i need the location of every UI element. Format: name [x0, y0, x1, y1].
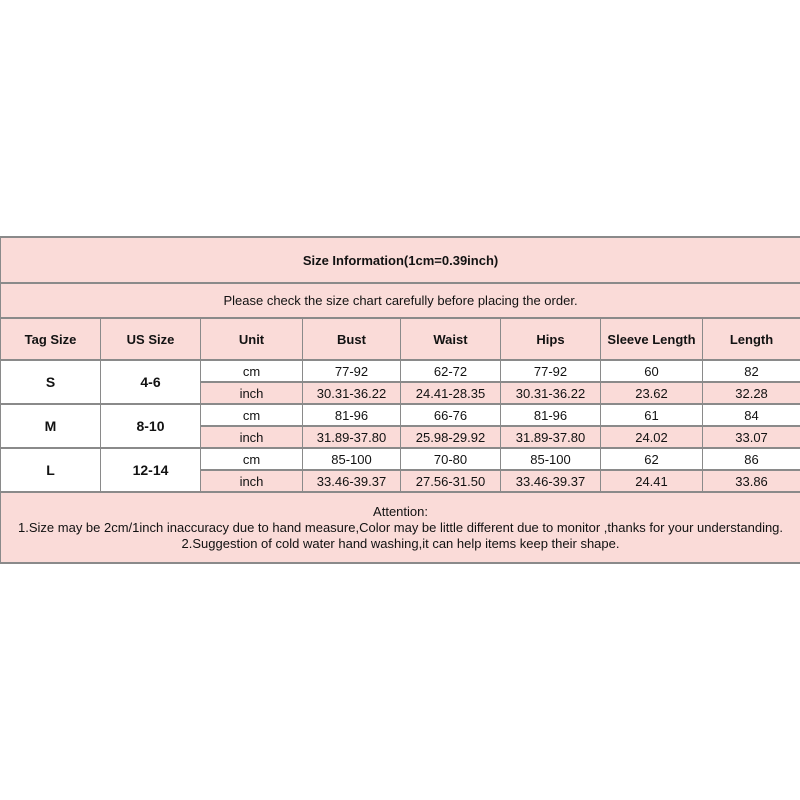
- attention-note-2: 2.Suggestion of cold water hand washing,it can help items keep their shape.: [181, 535, 620, 551]
- measurement-cell: 33.46-39.37: [303, 470, 401, 492]
- measurement-cell: 77-92: [303, 360, 401, 382]
- measurement-cell: 66-76: [401, 404, 501, 426]
- measurement-cell: 62-72: [401, 360, 501, 382]
- column-header-tag-size: Tag Size: [1, 318, 101, 360]
- unit-cell: inch: [201, 470, 303, 492]
- measurement-cell: 85-100: [303, 448, 401, 470]
- column-header-unit: Unit: [201, 318, 303, 360]
- measurement-cell: 33.07: [703, 426, 800, 448]
- measurement-cell: 62: [601, 448, 703, 470]
- column-header-waist: Waist: [401, 318, 501, 360]
- column-header-sleeve-length: Sleeve Length: [601, 318, 703, 360]
- column-header-us-size: US Size: [101, 318, 201, 360]
- column-header-bust: Bust: [303, 318, 401, 360]
- measurement-cell: 24.41: [601, 470, 703, 492]
- measurement-cell: 33.86: [703, 470, 800, 492]
- measurement-cell: 33.46-39.37: [501, 470, 601, 492]
- measurement-cell: 84: [703, 404, 800, 426]
- tag-size-cell-s: S: [1, 360, 101, 404]
- measurement-cell: 86: [703, 448, 800, 470]
- measurement-cell: 27.56-31.50: [401, 470, 501, 492]
- measurement-cell: 77-92: [501, 360, 601, 382]
- measurement-cell: 82: [703, 360, 800, 382]
- attention-heading: Attention:: [373, 503, 428, 519]
- unit-cell: cm: [201, 404, 303, 426]
- measurement-cell: 24.41-28.35: [401, 382, 501, 404]
- unit-cell: inch: [201, 382, 303, 404]
- measurement-cell: 81-96: [501, 404, 601, 426]
- measurement-cell: 85-100: [501, 448, 601, 470]
- size-chart-table: [0, 236, 800, 564]
- measurement-cell: 30.31-36.22: [501, 382, 601, 404]
- attention-note-1: 1.Size may be 2cm/1inch inaccuracy due to hand measure,Color may be little different due to monitor ,thanks for your understanding.: [18, 519, 784, 535]
- us-size-cell-m: 8-10: [101, 404, 201, 448]
- chart-title: Size Information(1cm=0.39inch): [1, 237, 800, 283]
- tag-size-cell-m: M: [1, 404, 101, 448]
- us-size-cell-l: 12-14: [101, 448, 201, 492]
- column-header-length: Length: [703, 318, 800, 360]
- measurement-cell: 70-80: [401, 448, 501, 470]
- measurement-cell: 81-96: [303, 404, 401, 426]
- attention-note: [1, 492, 800, 563]
- measurement-cell: 24.02: [601, 426, 703, 448]
- measurement-cell: 31.89-37.80: [303, 426, 401, 448]
- measurement-cell: 23.62: [601, 382, 703, 404]
- us-size-cell-s: 4-6: [101, 360, 201, 404]
- measurement-cell: 61: [601, 404, 703, 426]
- measurement-cell: 31.89-37.80: [501, 426, 601, 448]
- unit-cell: cm: [201, 360, 303, 382]
- unit-cell: cm: [201, 448, 303, 470]
- measurement-cell: 25.98-29.92: [401, 426, 501, 448]
- chart-subtitle: Please check the size chart carefully before placing the order.: [1, 283, 800, 318]
- measurement-cell: 30.31-36.22: [303, 382, 401, 404]
- measurement-cell: 60: [601, 360, 703, 382]
- measurement-cell: 32.28: [703, 382, 800, 404]
- tag-size-cell-l: L: [1, 448, 101, 492]
- column-header-hips: Hips: [501, 318, 601, 360]
- unit-cell: inch: [201, 426, 303, 448]
